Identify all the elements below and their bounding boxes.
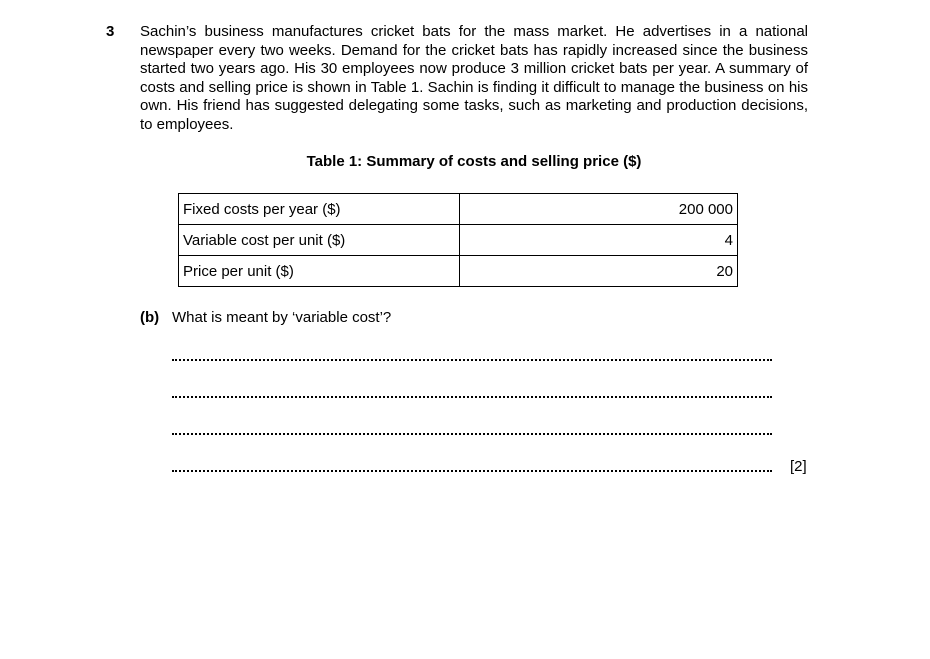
marks-allocation: [2] [790, 458, 807, 475]
cost-table [178, 193, 738, 287]
row-label: Fixed costs per year ($) [179, 194, 460, 225]
question-stem: Sachin’s business manufactures cricket bats for the mass market. He advertises in a national newspaper every two weeks. Demand for the cricket bats has rapidly increased since the business started two years ago. His 30 employees now produce 3 million cricket bats per year. A summary of costs and selling price is shown in Table 1. Sachin is finding it difficult to manage the business on his own. His friend has suggested delegating some tasks, such as marketing and production decisions, to employees. [140, 23, 808, 133]
row-value: 200 000 [460, 194, 738, 225]
row-value: 4 [460, 225, 738, 256]
row-value: 20 [460, 256, 738, 287]
answer-line-4[interactable] [172, 470, 772, 472]
part-b-label: (b) [140, 309, 160, 326]
answer-line-3[interactable] [172, 433, 772, 435]
table-row [179, 256, 738, 287]
part-b-question: What is meant by ‘variable cost’? [172, 309, 392, 326]
row-label: Variable cost per unit ($) [179, 225, 460, 256]
answer-line-2[interactable] [172, 396, 772, 398]
table-row [179, 225, 738, 256]
row-label: Price per unit ($) [179, 256, 460, 287]
table-title: Table 1: Summary of costs and selling price ($) [306, 153, 642, 170]
table-row [179, 194, 738, 225]
question-number: 3 [106, 23, 115, 40]
answer-line-1[interactable] [172, 359, 772, 361]
